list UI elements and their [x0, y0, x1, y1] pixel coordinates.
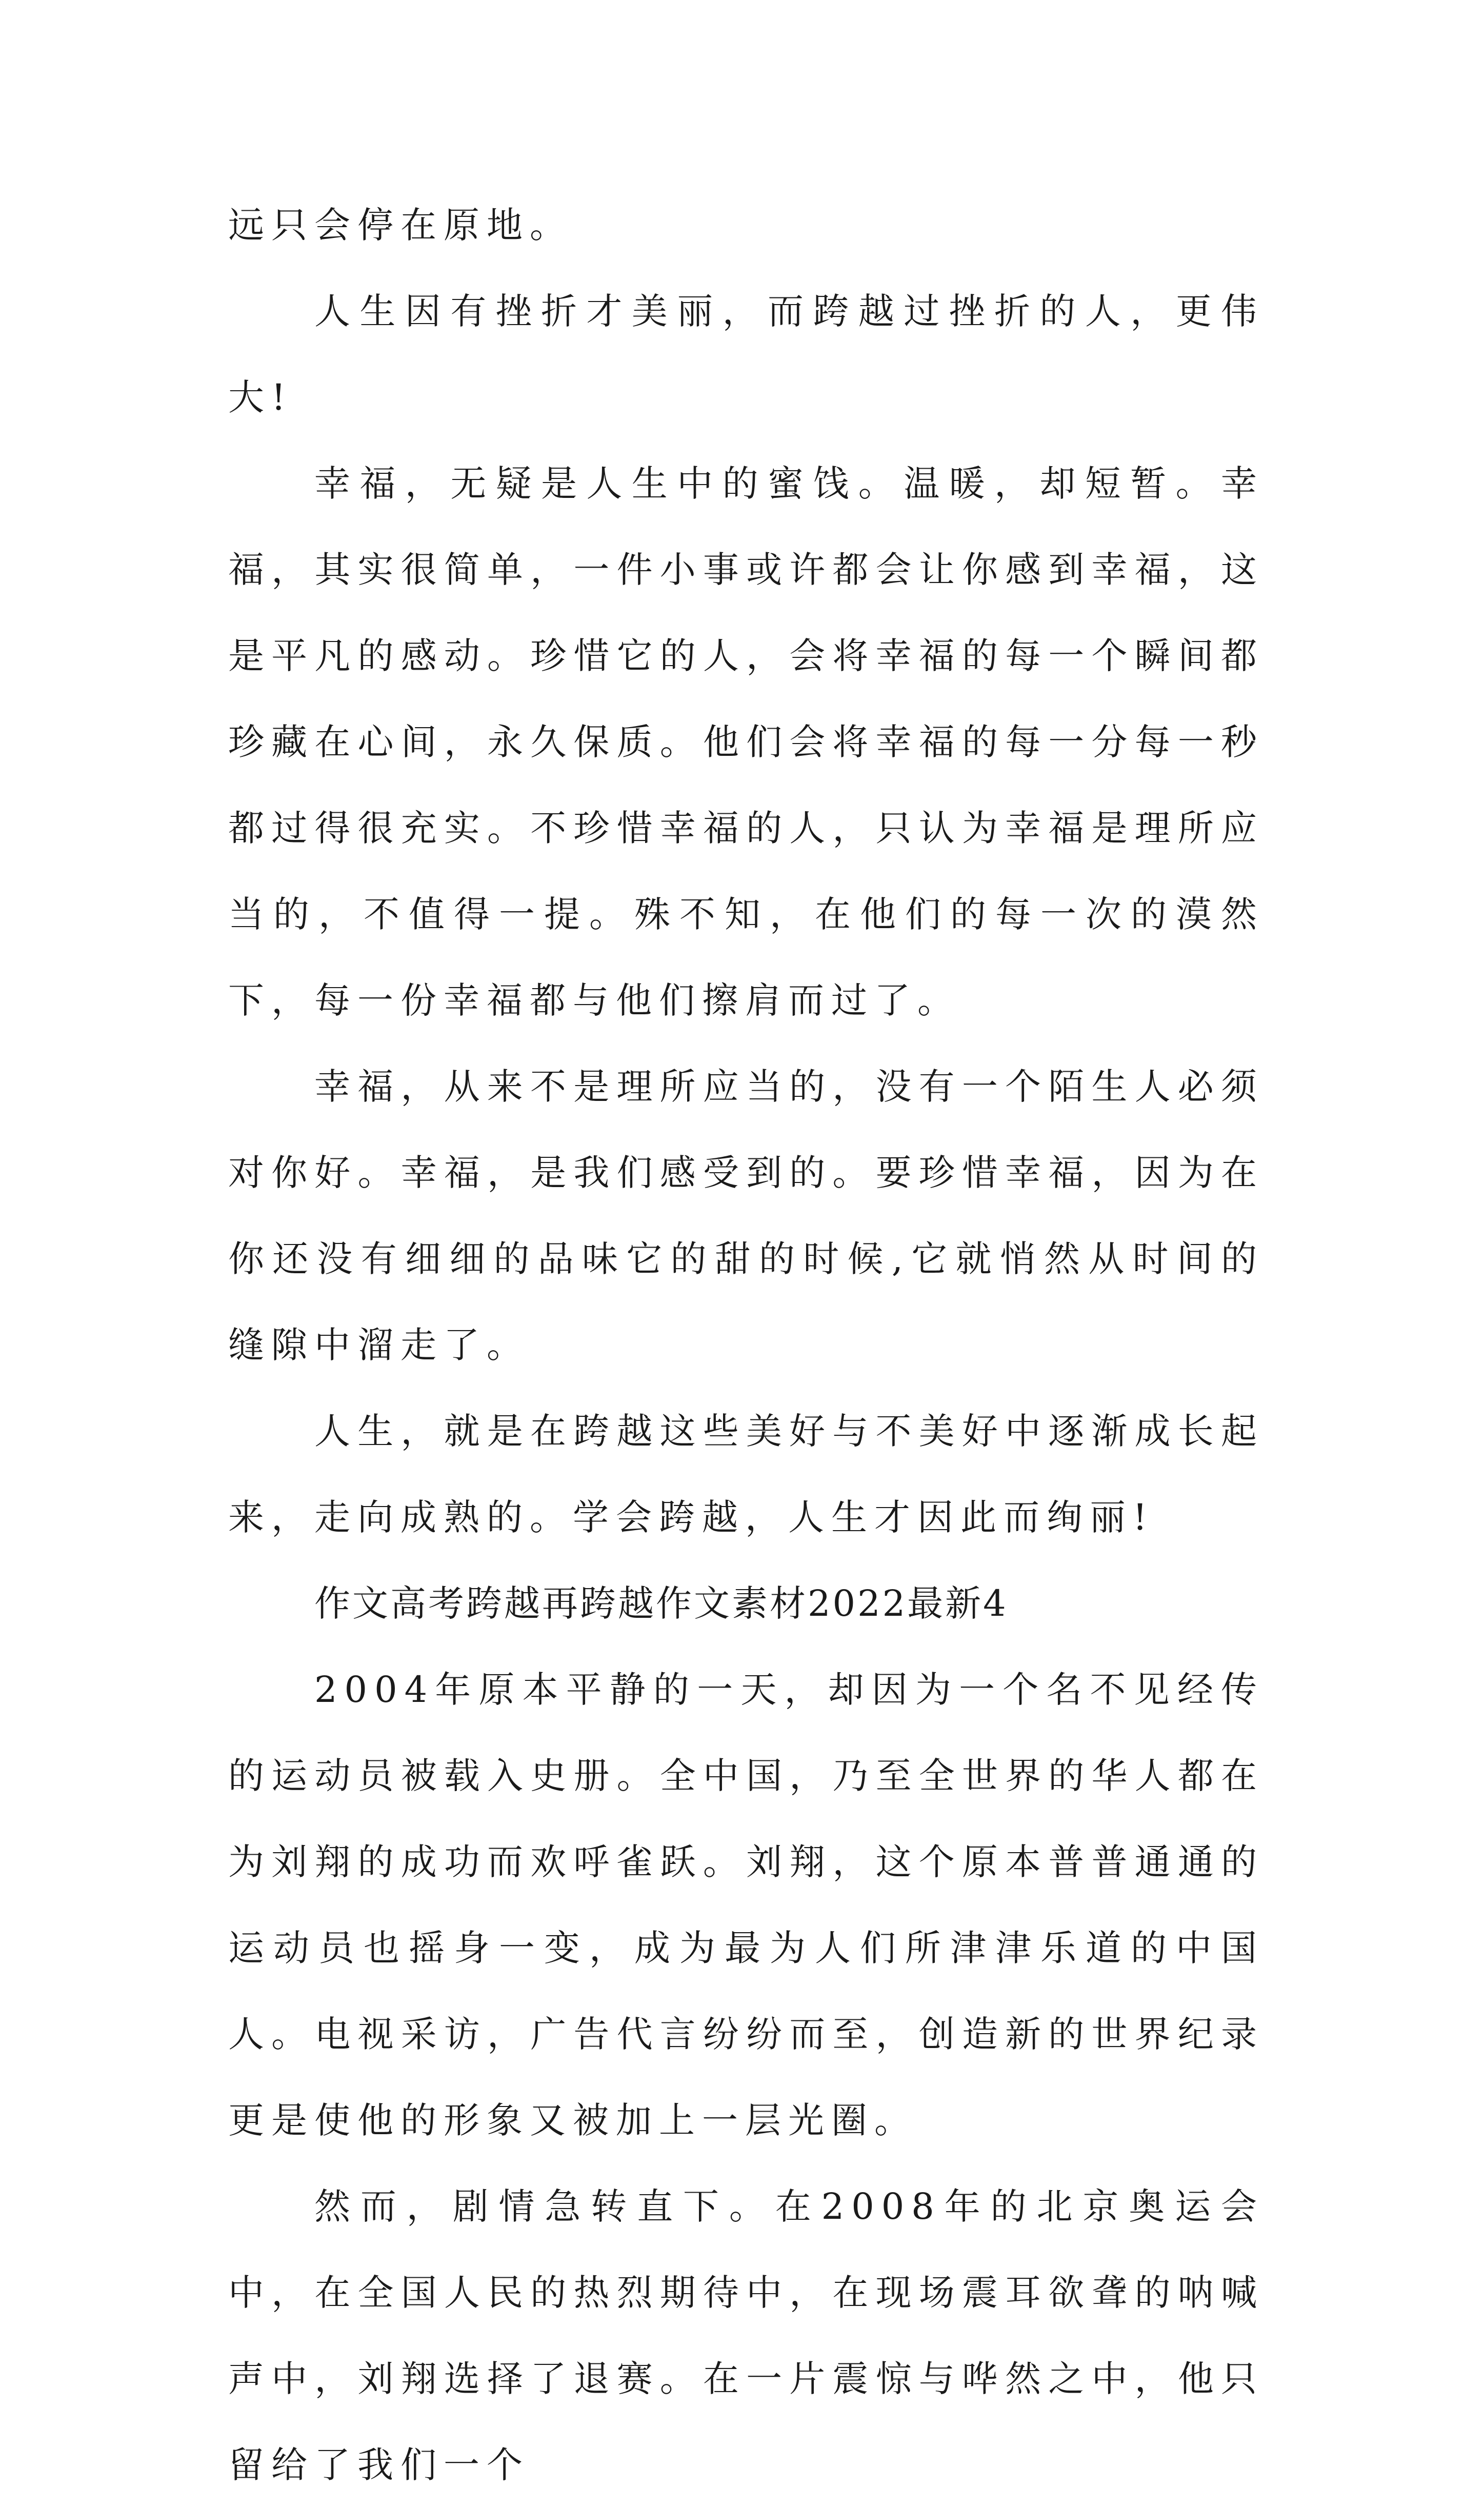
paragraph-3: 幸福，无疑是人生中的蜜饯。温暖，却短暂。幸福，其实很简单，一件小事或许都会让你感到幸福，这是平凡的感动。珍惜它的人，会将幸福的每一个瞬间都珍藏在心间，永久保质。他们会将幸福的每一分每一秒都过得很充实。不珍惜幸福的人，只认为幸福是理所应当的，不值得一提。殊不知，在他们的每一次的漠然下，每一份幸福都与他们擦肩而过了。 [228, 463, 1264, 1021]
paragraph-1: 远只会停在原地。 [228, 204, 573, 246]
paragraph-5: 人生，就是在跨越这些美好与不美好中逐渐成长起来，走向成熟的。学会跨越，人生才因此而绚丽! [228, 1410, 1264, 1538]
section-heading: 作文高考跨越再跨越作文素材2022最新4 [314, 1582, 1008, 1624]
document-body [228, 182, 1264, 2508]
paragraph-7: 然而，剧情急转直下。在2008年的北京奥运会中，在全国人民的热烈期待中，在现场震耳欲聋的呐喊声中，刘翔选择了退赛。在一片震惊与哗然之中，他只留给了我们一个 [228, 2185, 1264, 2486]
paragraph-2: 人生因有挫折才美丽，而跨越过挫折的人，更伟大! [228, 290, 1264, 418]
paragraph-6: 2004年原本平静的一天，却因为一个名不见经传的运动员被载入史册。全中国，乃至全世界的华人都在为刘翔的成功而欢呼雀跃。刘翔，这个原本普普通通的运动员也摇身一变，成为最为人们所津津乐道的中国人。电视采访，广告代言纷纷而至，创造新的世界纪录更是使他的形象又被加上一层光圈。 [228, 1669, 1264, 2141]
paragraph-4: 幸福，从来不是理所应当的，没有一个陌生人必须对你好。幸福，是我们感受到的。要珍惜幸福，因为在你还没有细细的品味它的甜的时候,它就悄然从时间的缝隙中溜走了。 [228, 1066, 1264, 1366]
